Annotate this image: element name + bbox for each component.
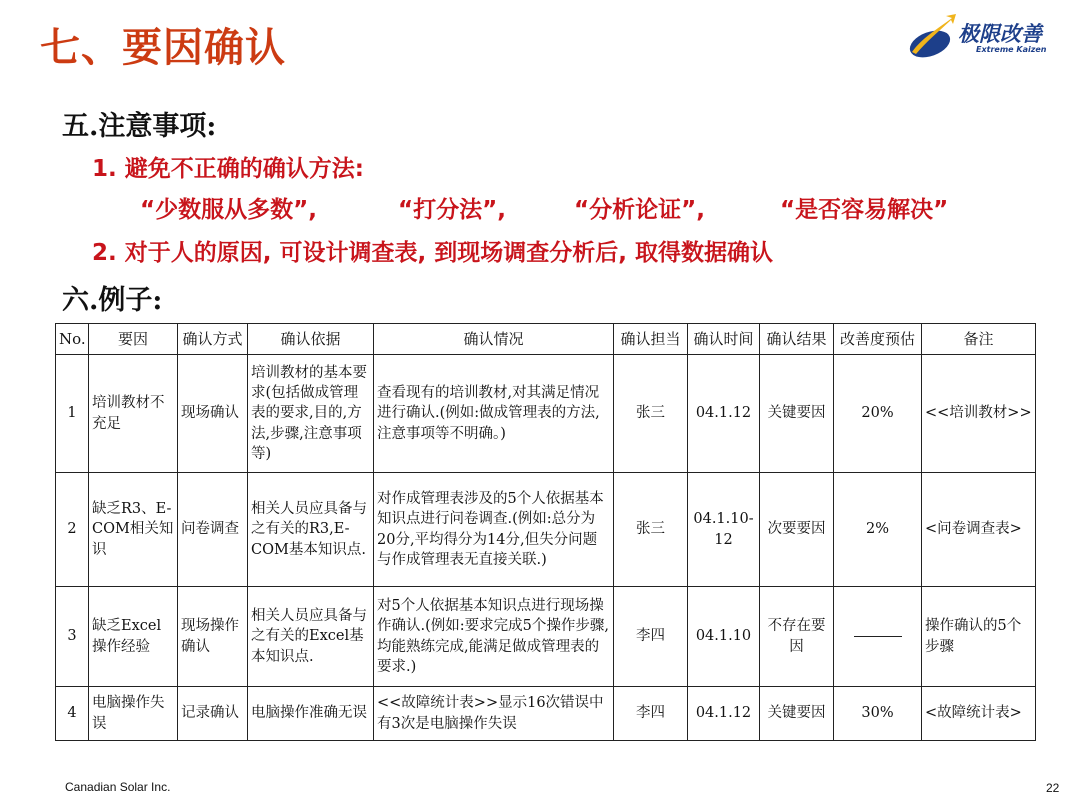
cell-result: 不存在要因 [760, 587, 834, 687]
cell-estimate: 2% [834, 473, 922, 587]
table-row [56, 355, 1036, 473]
cell-owner: 张三 [614, 473, 688, 587]
cell-remark: <故障统计表> [922, 687, 1036, 741]
slide-title: 七、要因确认 [40, 25, 286, 71]
confirmation-table [55, 323, 1036, 741]
company-logo [906, 12, 1066, 64]
cell-no: 3 [56, 587, 89, 687]
cell-basis: 电脑操作准确无误 [248, 687, 374, 741]
cell-basis: 相关人员应具备与之有关的R3,E-COM基本知识点. [248, 473, 374, 587]
cell-result: 关键要因 [760, 687, 834, 741]
incorrect-methods-list [140, 191, 1000, 225]
table-header-row [56, 324, 1036, 355]
col-header-basis: 确认依据 [248, 324, 374, 355]
page-number: 22 [1046, 781, 1060, 795]
cell-factor: 培训教材不充足 [89, 355, 178, 473]
table-row [56, 473, 1036, 587]
cell-estimate-dash [834, 587, 922, 687]
cell-no: 4 [56, 687, 89, 741]
method-scoring: “打分法”, [398, 197, 506, 223]
cell-date: 04.1.10-12 [688, 473, 760, 587]
cell-basis: 培训教材的基本要求(包括做成管理表的要求,目的,方法,步骤,注意事项等) [248, 355, 374, 473]
method-majority: “少数服从多数”, [140, 197, 317, 223]
dash-line [854, 636, 902, 637]
cell-method: 问卷调查 [178, 473, 248, 587]
table-row [56, 587, 1036, 687]
cell-owner: 李四 [614, 587, 688, 687]
cell-result: 次要要因 [760, 473, 834, 587]
cell-date: 04.1.12 [688, 355, 760, 473]
method-analysis: “分析论证”, [574, 197, 705, 223]
cell-estimate: 30% [834, 687, 922, 741]
col-header-method: 确认方式 [178, 324, 248, 355]
cell-no: 2 [56, 473, 89, 587]
cell-estimate: 20% [834, 355, 922, 473]
cell-date: 04.1.10 [688, 587, 760, 687]
cell-remark: <问卷调查表> [922, 473, 1036, 587]
col-header-no: No. [56, 324, 89, 355]
table-row [56, 687, 1036, 741]
note-item-1: 1. 避免不正确的确认方法: [92, 156, 364, 182]
col-header-owner: 确认担当 [614, 324, 688, 355]
cell-remark: 操作确认的5个步骤 [922, 587, 1036, 687]
logo-swoosh-icon [906, 12, 958, 64]
cell-result: 关键要因 [760, 355, 834, 473]
cell-basis: 相关人员应具备与之有关的Excel基本知识点. [248, 587, 374, 687]
cell-method: 现场操作确认 [178, 587, 248, 687]
cell-factor: 电脑操作失误 [89, 687, 178, 741]
cell-method: 记录确认 [178, 687, 248, 741]
cell-date: 04.1.12 [688, 687, 760, 741]
logo-text-en: Extreme Kaizen [976, 45, 1047, 54]
cell-owner: 李四 [614, 687, 688, 741]
cell-owner: 张三 [614, 355, 688, 473]
logo-text-cn: 极限改善 [958, 22, 1042, 46]
col-header-result: 确认结果 [760, 324, 834, 355]
cell-situation: 对作成管理表涉及的5个人依据基本知识点进行问卷调查.(例如:总分为20分,平均得分为14分,但失分问题与作成管理表无直接关联.) [374, 473, 614, 587]
cell-no: 1 [56, 355, 89, 473]
col-header-date: 确认时间 [688, 324, 760, 355]
col-header-remark: 备注 [922, 324, 1036, 355]
col-header-situation: 确认情况 [374, 324, 614, 355]
cell-situation: 对5个人依据基本知识点进行现场操作确认.(例如:要求完成5个操作步骤,均能熟练完成,能满足做成管理表的要求.) [374, 587, 614, 687]
cell-factor: 缺乏Excel操作经验 [89, 587, 178, 687]
cell-factor: 缺乏R3、E-COM相关知识 [89, 473, 178, 587]
cell-situation: 查看现有的培训教材,对其满足情况进行确认.(例如:做成管理表的方法,注意事项等不明确。) [374, 355, 614, 473]
col-header-estimate: 改善度预估 [834, 324, 922, 355]
note-item-2: 2. 对于人的原因, 可设计调查表, 到现场调查分析后, 取得数据确认 [92, 240, 773, 266]
footer-company: Canadian Solar Inc. [65, 780, 171, 794]
cell-remark: <<培训教材>> [922, 355, 1036, 473]
cell-method: 现场确认 [178, 355, 248, 473]
col-header-factor: 要因 [89, 324, 178, 355]
cell-situation: <<故障统计表>>显示16次错误中有3次是电脑操作失误 [374, 687, 614, 741]
example-heading: 六.例子: [62, 285, 163, 316]
notes-heading: 五.注意事项: [62, 111, 217, 142]
method-ease: “是否容易解决” [780, 197, 949, 223]
